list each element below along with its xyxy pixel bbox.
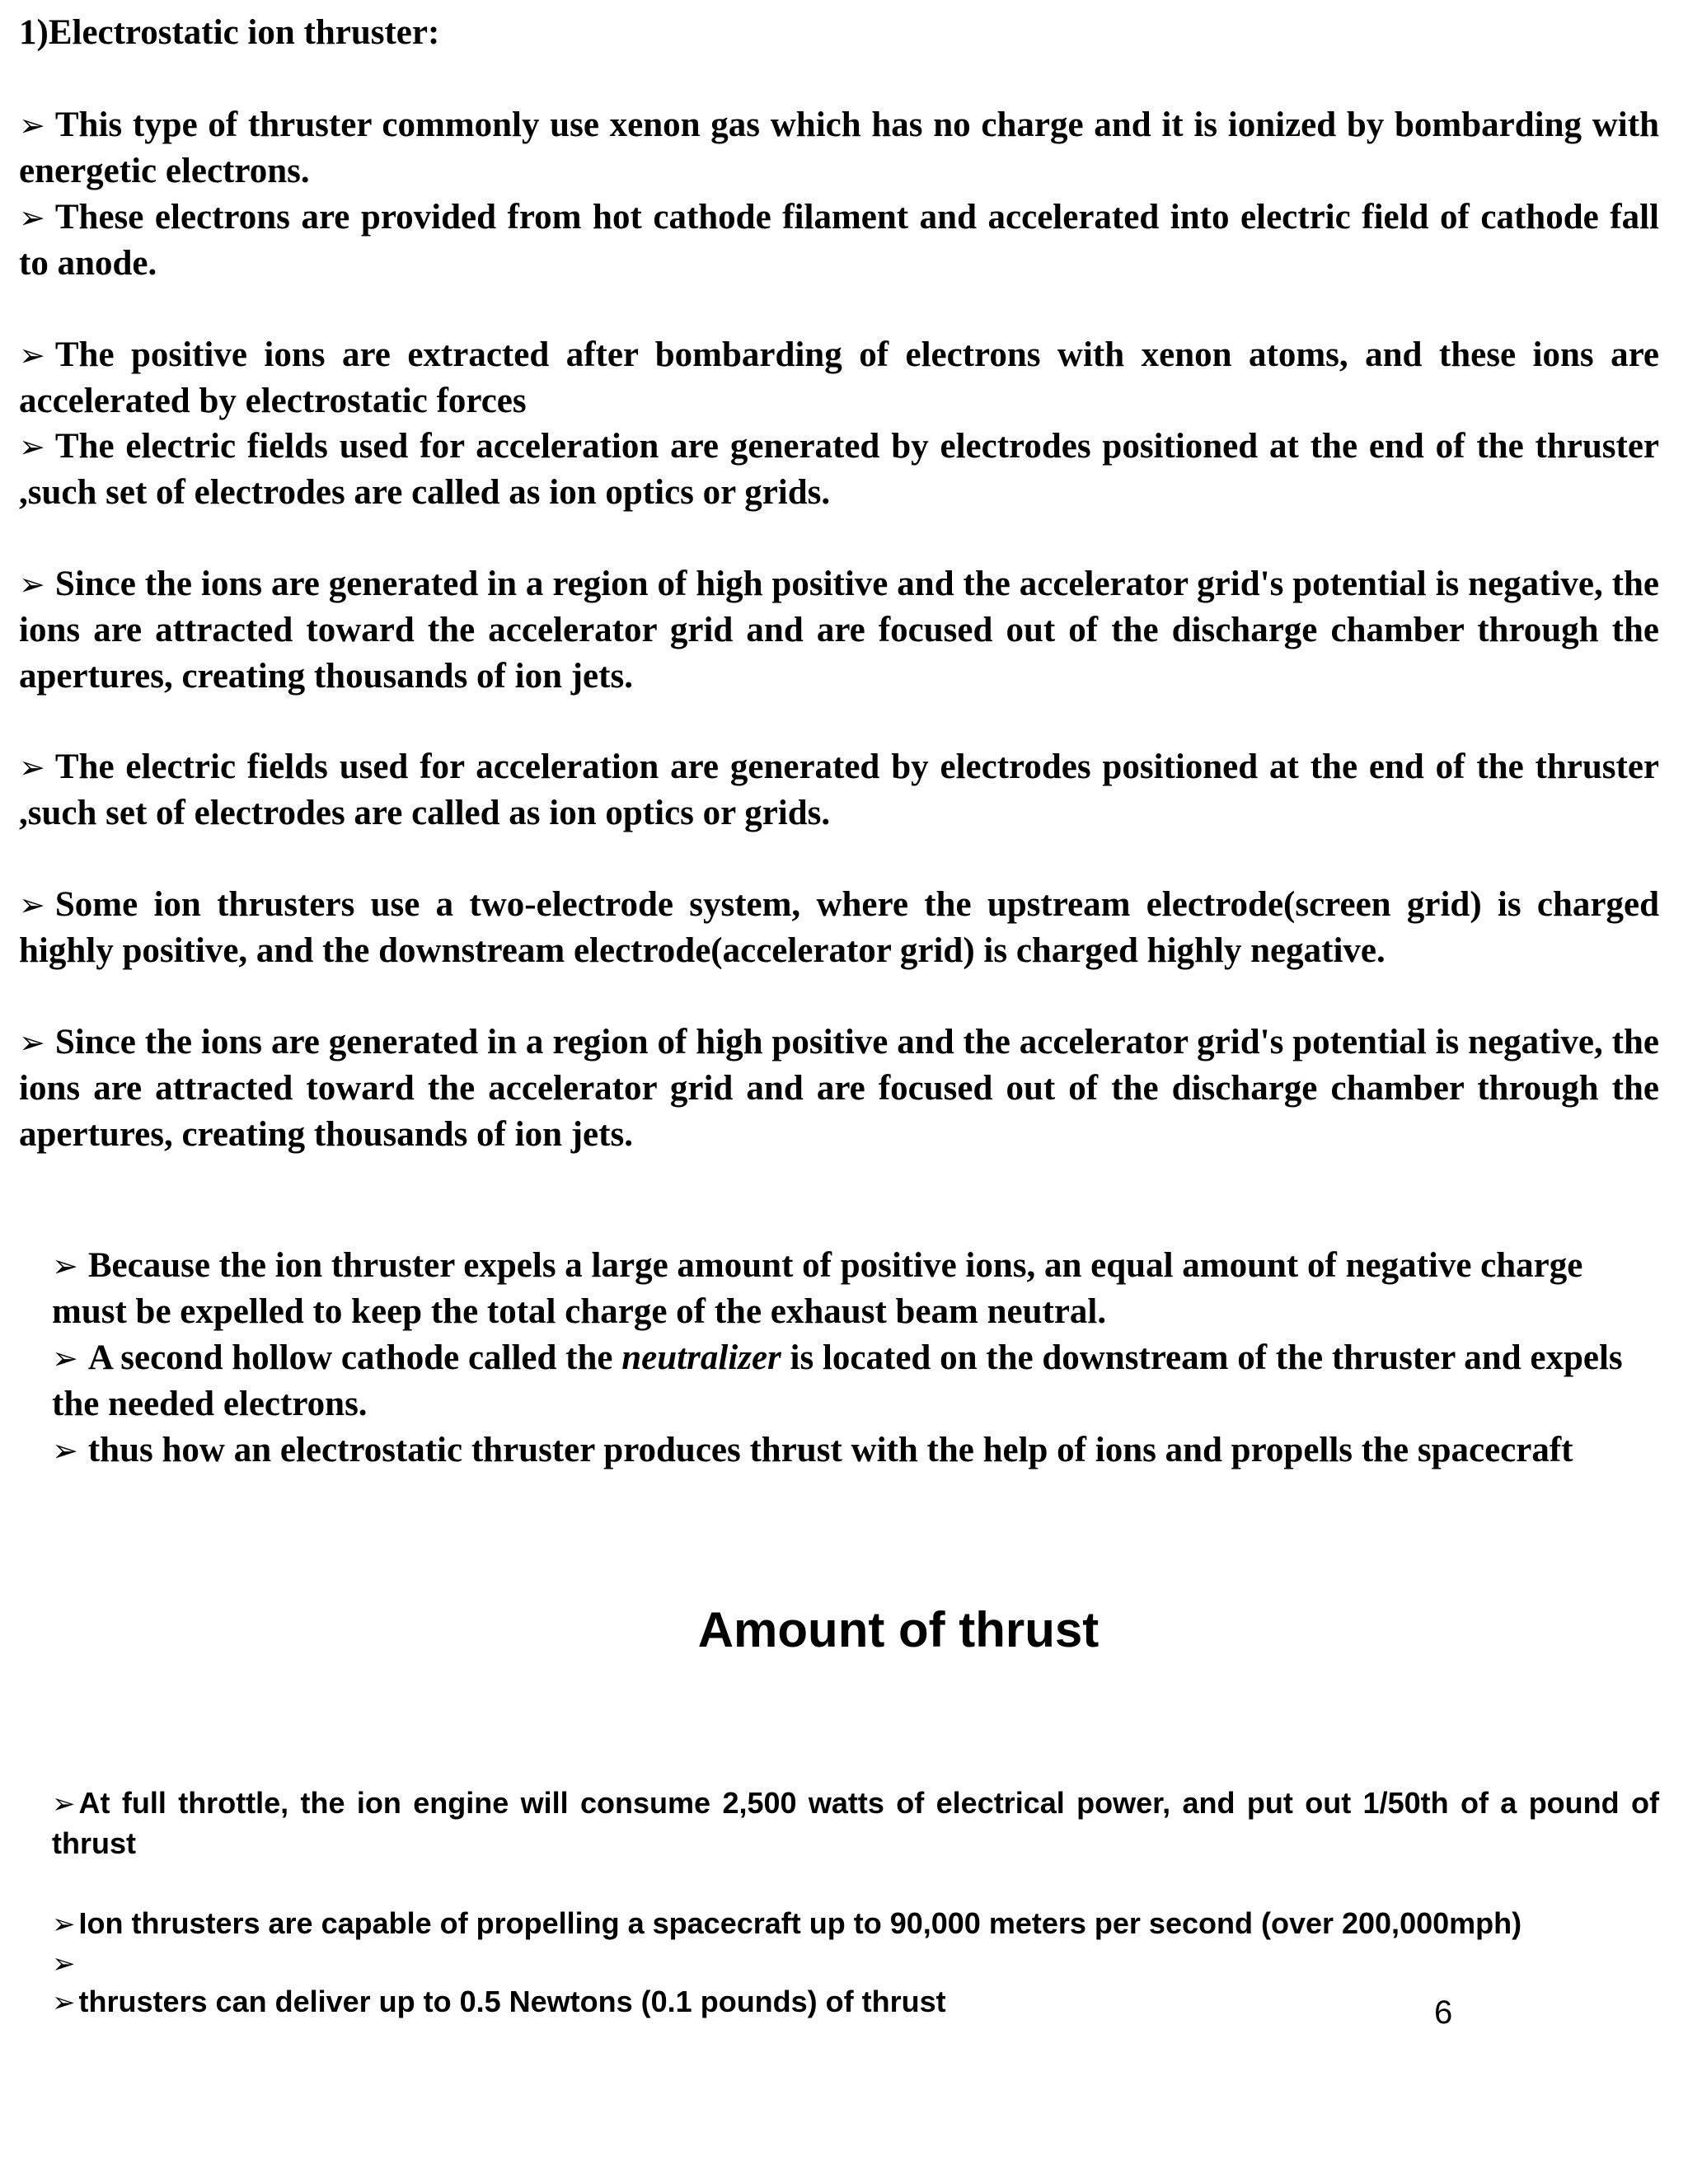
paragraph-electric-fields-repeat bbox=[19, 744, 1659, 837]
paragraph-text: Some ion thrusters use a two-electrode system, where the upstream electrode(screen grid) is charged highly positive, and the downstream electrode(accelerator grid) is charged highly negative. bbox=[19, 885, 1659, 970]
bullet-arrow-icon: ➢ bbox=[52, 1788, 76, 1821]
bullet-arrow-icon: ➢ bbox=[52, 1432, 78, 1469]
thrust-point-text: thrusters can deliver up to 0.5 Newtons (0.1 pounds) of thrust bbox=[78, 1985, 946, 2018]
bullet-arrow-icon: ➢ bbox=[52, 1986, 76, 2019]
paragraph-text: Because the ion thruster expels a large amount of positive ions, an equal amount of negative charge must be expelled to keep the total charge of the exhaust beam neutral. bbox=[52, 1246, 1583, 1331]
heading: 1)Electrostatic ion thruster: bbox=[19, 13, 440, 52]
thrust-point-empty bbox=[52, 1943, 1659, 1984]
paragraph-ion-generation-repeat bbox=[19, 1019, 1659, 1158]
section-title: Amount of thrust bbox=[697, 1602, 1100, 1657]
paragraph-electric-fields bbox=[19, 424, 1659, 516]
paragraph-thrust-summary bbox=[52, 1427, 1659, 1474]
page-number: 6 bbox=[1434, 1994, 1453, 2031]
bullet-arrow-icon: ➢ bbox=[19, 887, 45, 923]
paragraph-positive-ions bbox=[19, 332, 1659, 424]
paragraph-text: Since the ions are generated in a region of high positive and the accelerator grid's potential is negative, the ions are attracted toward the accelerator grid and are focused out of the discharge chamber through the apertures, creating thousands of ion jets. bbox=[19, 565, 1659, 696]
paragraph-text: A second hollow cathode called the bbox=[87, 1338, 622, 1377]
paragraph-ion-generation bbox=[19, 561, 1659, 700]
paragraph-text: This type of thruster commonly use xenon gas which has no charge and it is ionized by bombarding with energetic electrons. bbox=[19, 105, 1659, 190]
paragraph-text: thus how an electrostatic thruster produces thrust with the help of ions and propells the spacecraft bbox=[87, 1431, 1573, 1469]
paragraph-neutralizer bbox=[52, 1335, 1659, 1427]
bullet-arrow-icon: ➢ bbox=[19, 107, 45, 143]
bullet-arrow-icon: ➢ bbox=[19, 429, 45, 465]
thrust-point-power bbox=[52, 1783, 1659, 1863]
bullet-arrow-icon: ➢ bbox=[52, 1248, 78, 1284]
paragraph-electrons bbox=[19, 194, 1659, 287]
paragraph-text: is located on the downstream of the thruster and expels the needed electrons. bbox=[52, 1338, 1623, 1423]
thrust-point-speed bbox=[52, 1904, 1659, 1944]
thrust-point-text: Ion thrusters are capable of propelling a spacecraft up to 90,000 meters per second (over 200,000mph) bbox=[78, 1906, 1522, 1940]
paragraph-positive-ion-expulsion bbox=[52, 1243, 1659, 1335]
paragraph-text: The positive ions are extracted after bombarding of electrons with xenon atoms, and these ions are accelerated by electrostatic forces bbox=[19, 335, 1659, 420]
bullet-arrow-icon: ➢ bbox=[52, 1340, 78, 1376]
bullet-arrow-icon: ➢ bbox=[19, 199, 45, 236]
thrust-point-text: At full throttle, the ion engine will consume 2,500 watts of electrical power, and put out 1/50th of a pound of thrust bbox=[52, 1786, 1659, 1860]
bullet-arrow-icon: ➢ bbox=[19, 1024, 45, 1061]
thrust-point-newtons bbox=[52, 1982, 1659, 2022]
bullet-arrow-icon: ➢ bbox=[19, 749, 45, 785]
paragraph-two-electrode bbox=[19, 882, 1659, 974]
bullet-arrow-icon: ➢ bbox=[19, 566, 45, 602]
paragraph-xenon bbox=[19, 102, 1659, 194]
neutralizer-term: neutralizer bbox=[621, 1338, 781, 1377]
bullet-arrow-icon: ➢ bbox=[52, 1947, 76, 1980]
paragraph-text: Since the ions are generated in a region of high positive and the accelerator grid's potential is negative, the ions are attracted toward the accelerator grid and are focused out of the discharge chamber through the apertures, creating thousands of ion jets. bbox=[19, 1023, 1659, 1154]
paragraph-text: The electric fields used for acceleration are generated by electrodes positioned at the end of the thruster ,such set of electrodes are called as ion optics or grids. bbox=[19, 427, 1659, 512]
paragraph-text: These electrons are provided from hot cathode filament and accelerated into electric field of cathode fall to anode. bbox=[19, 198, 1659, 283]
paragraph-text: The electric fields used for acceleration are generated by electrodes positioned at the end of the thruster ,such set of electrodes are called as ion optics or grids. bbox=[19, 748, 1659, 832]
bullet-arrow-icon: ➢ bbox=[19, 337, 45, 373]
bullet-arrow-icon: ➢ bbox=[52, 1908, 76, 1941]
